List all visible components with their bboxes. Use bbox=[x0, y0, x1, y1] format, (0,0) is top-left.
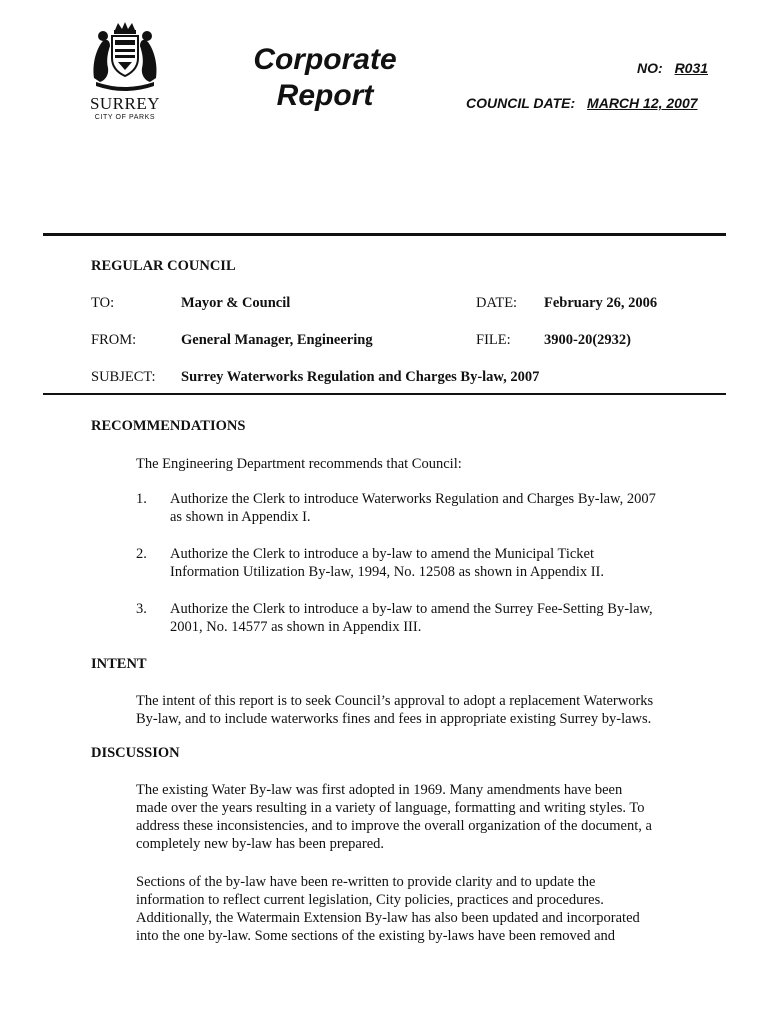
council-date bbox=[466, 95, 698, 111]
recommendation-line: Authorize the Clerk to introduce a by-law to amend the Municipal Ticket bbox=[170, 546, 595, 562]
coat-of-arms-icon bbox=[88, 20, 162, 92]
report-title bbox=[240, 42, 410, 114]
paragraph-line: The existing Water By-law was first adopted in 1969. Many amendments have been bbox=[136, 782, 623, 798]
date-value: February 26, 2006 bbox=[544, 295, 658, 311]
recommendation-line: Authorize the Clerk to introduce Waterworks Regulation and Charges By-law, 2007 bbox=[170, 491, 656, 507]
paragraph-line: address these inconsistencies, and to improve the overall organization of the document, a bbox=[136, 818, 652, 834]
recommendation-line: as shown in Appendix I. bbox=[170, 509, 311, 525]
report-number bbox=[637, 60, 708, 76]
meeting-type: REGULAR COUNCIL bbox=[91, 258, 236, 274]
report-number-label: NO: bbox=[637, 60, 663, 76]
to-label: TO: bbox=[91, 295, 115, 311]
file-label: FILE: bbox=[476, 332, 511, 348]
recommendation-number: 3. bbox=[136, 601, 147, 617]
recommendation-number: 1. bbox=[136, 491, 147, 507]
paragraph-line: information to reflect current legislation, City policies, practices and procedures. bbox=[136, 892, 604, 908]
surrey-city-logo bbox=[88, 20, 162, 124]
logo-subtitle: CITY OF PARKS bbox=[94, 114, 156, 121]
subject-label: SUBJECT: bbox=[91, 369, 156, 385]
header-divider bbox=[43, 233, 726, 236]
report-title-line2: Report bbox=[276, 79, 374, 112]
recommendation-item bbox=[170, 600, 653, 636]
paragraph-line: completely new by-law has been prepared. bbox=[136, 836, 385, 852]
recommendation-number: 2. bbox=[136, 546, 147, 562]
report-number-value: R031 bbox=[674, 60, 709, 76]
paragraph-line: By-law, and to include waterworks fines and fees in appropriate existing Surrey by-laws. bbox=[136, 711, 652, 727]
paragraph-line: The intent of this report is to seek Council’s approval to adopt a replacement Waterworks bbox=[136, 693, 654, 709]
from-value: General Manager, Engineering bbox=[181, 332, 373, 348]
recommendation-line: Authorize the Clerk to introduce a by-law to amend the Surrey Fee-Setting By-law, bbox=[170, 601, 653, 617]
memo-divider bbox=[43, 393, 726, 395]
paragraph-line: into the one by-law. Some sections of the existing by-laws have been removed and bbox=[136, 928, 616, 944]
discussion-paragraph-1 bbox=[136, 781, 652, 853]
recommendation-line: 2001, No. 14577 as shown in Appendix III. bbox=[170, 619, 422, 635]
report-title-line1: Corporate bbox=[253, 43, 397, 76]
council-date-label: COUNCIL DATE: bbox=[466, 95, 576, 111]
date-label: DATE: bbox=[476, 295, 518, 311]
discussion-paragraph-2 bbox=[136, 873, 640, 945]
discussion-heading: DISCUSSION bbox=[91, 745, 180, 761]
recommendations-intro: The Engineering Department recommends that Council: bbox=[136, 456, 462, 472]
intent-paragraph bbox=[136, 692, 653, 728]
paragraph-line: Additionally, the Watermain Extension By-law has also been updated and incorporated bbox=[136, 910, 640, 926]
to-value: Mayor & Council bbox=[181, 295, 291, 311]
paragraph-line: made over the years resulting in a variety of language, formatting and writing styles. To bbox=[136, 800, 645, 816]
from-label: FROM: bbox=[91, 332, 137, 348]
recommendation-item bbox=[170, 545, 604, 581]
paragraph-line: Sections of the by-law have been re-written to provide clarity and to update the bbox=[136, 874, 596, 890]
recommendation-line: Information Utilization By-law, 1994, No. 12508 as shown in Appendix II. bbox=[170, 564, 605, 580]
subject-value: Surrey Waterworks Regulation and Charges By-law, 2007 bbox=[181, 369, 540, 385]
intent-heading: INTENT bbox=[91, 656, 147, 672]
file-value: 3900-20(2932) bbox=[544, 332, 631, 348]
recommendation-item bbox=[170, 490, 656, 526]
recommendations-heading: RECOMMENDATIONS bbox=[91, 418, 246, 434]
logo-name: SURREY bbox=[89, 94, 161, 113]
council-date-value: MARCH 12, 2007 bbox=[587, 95, 698, 111]
